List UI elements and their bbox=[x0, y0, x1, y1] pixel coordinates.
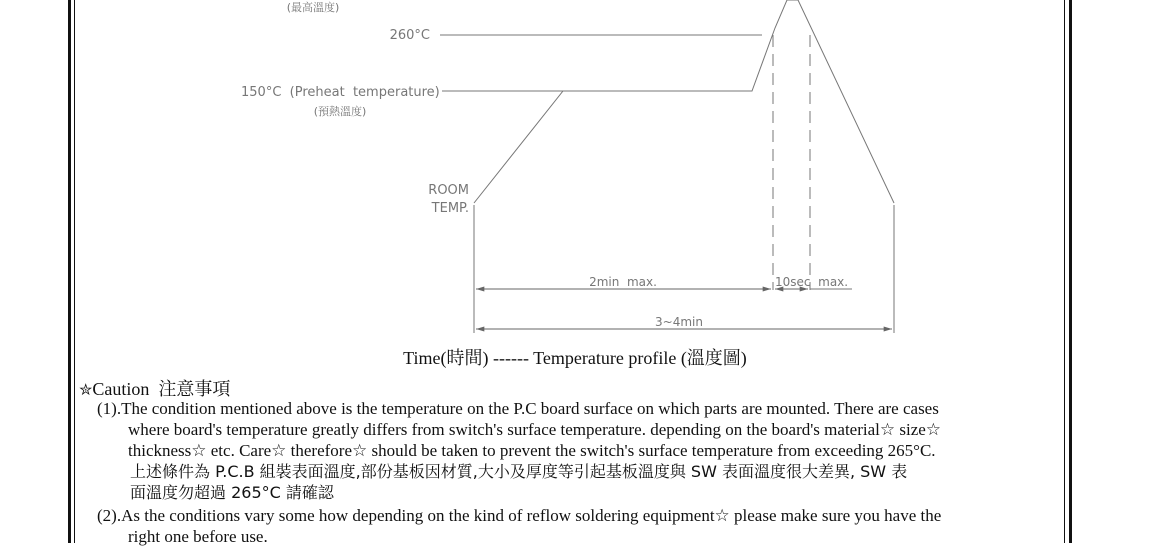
peak-temp-label: 260°C bbox=[389, 28, 430, 43]
caution-title-cn: 注意事項 bbox=[158, 379, 231, 400]
temperature-profile-curve bbox=[474, 0, 894, 203]
room-temp-label-line1: ROOM bbox=[428, 183, 469, 198]
dimension-2min-label: 2min max. bbox=[589, 275, 657, 289]
room-temp-label-line2: TEMP. bbox=[431, 201, 469, 216]
peak-temp-sub-label: (最高溫度) bbox=[286, 1, 340, 14]
note-1-line-1: (1).The condition mentioned above is the temperature on the P.C board surface on which parts are mounted. There are cases bbox=[97, 399, 939, 418]
preheat-temp-sub-label: (預熱溫度) bbox=[313, 105, 367, 118]
note-1-line-3: thickness☆ etc. Care☆ therefore☆ should be taken to prevent the switch's surface temperature from exceeding 265°C. bbox=[128, 441, 936, 460]
dimension-total-label: 3~4min bbox=[655, 315, 703, 329]
note-1-line-5-cn: 面溫度勿超過 265°C 請確認 bbox=[130, 483, 334, 502]
note-2-line-1: (2).As the conditions vary some how depending on the kind of reflow soldering equipment☆ please make sure you have the bbox=[97, 506, 942, 525]
figure-caption: Time(時間) ------ Temperature profile (溫度圖) bbox=[403, 348, 747, 368]
caution-title: Caution bbox=[92, 379, 150, 399]
caution-star-icon: ✮ bbox=[79, 382, 93, 399]
preheat-temp-label: 150°C (Preheat temperature) bbox=[241, 85, 440, 100]
note-1-line-2: where board's temperature greatly differs from switch's surface temperature. depending on the board's material☆ size☆ bbox=[128, 420, 942, 439]
note-1-line-4-cn: 上述條件為 P.C.B 組裝表面溫度,部份基板因材質,大小及厚度等引起基板溫度與 SW 表面溫度很大差異, SW 表 bbox=[130, 462, 908, 481]
note-2-line-2: right one before use. bbox=[128, 527, 268, 546]
dimension-10sec-label: 10sec max. bbox=[775, 275, 849, 289]
